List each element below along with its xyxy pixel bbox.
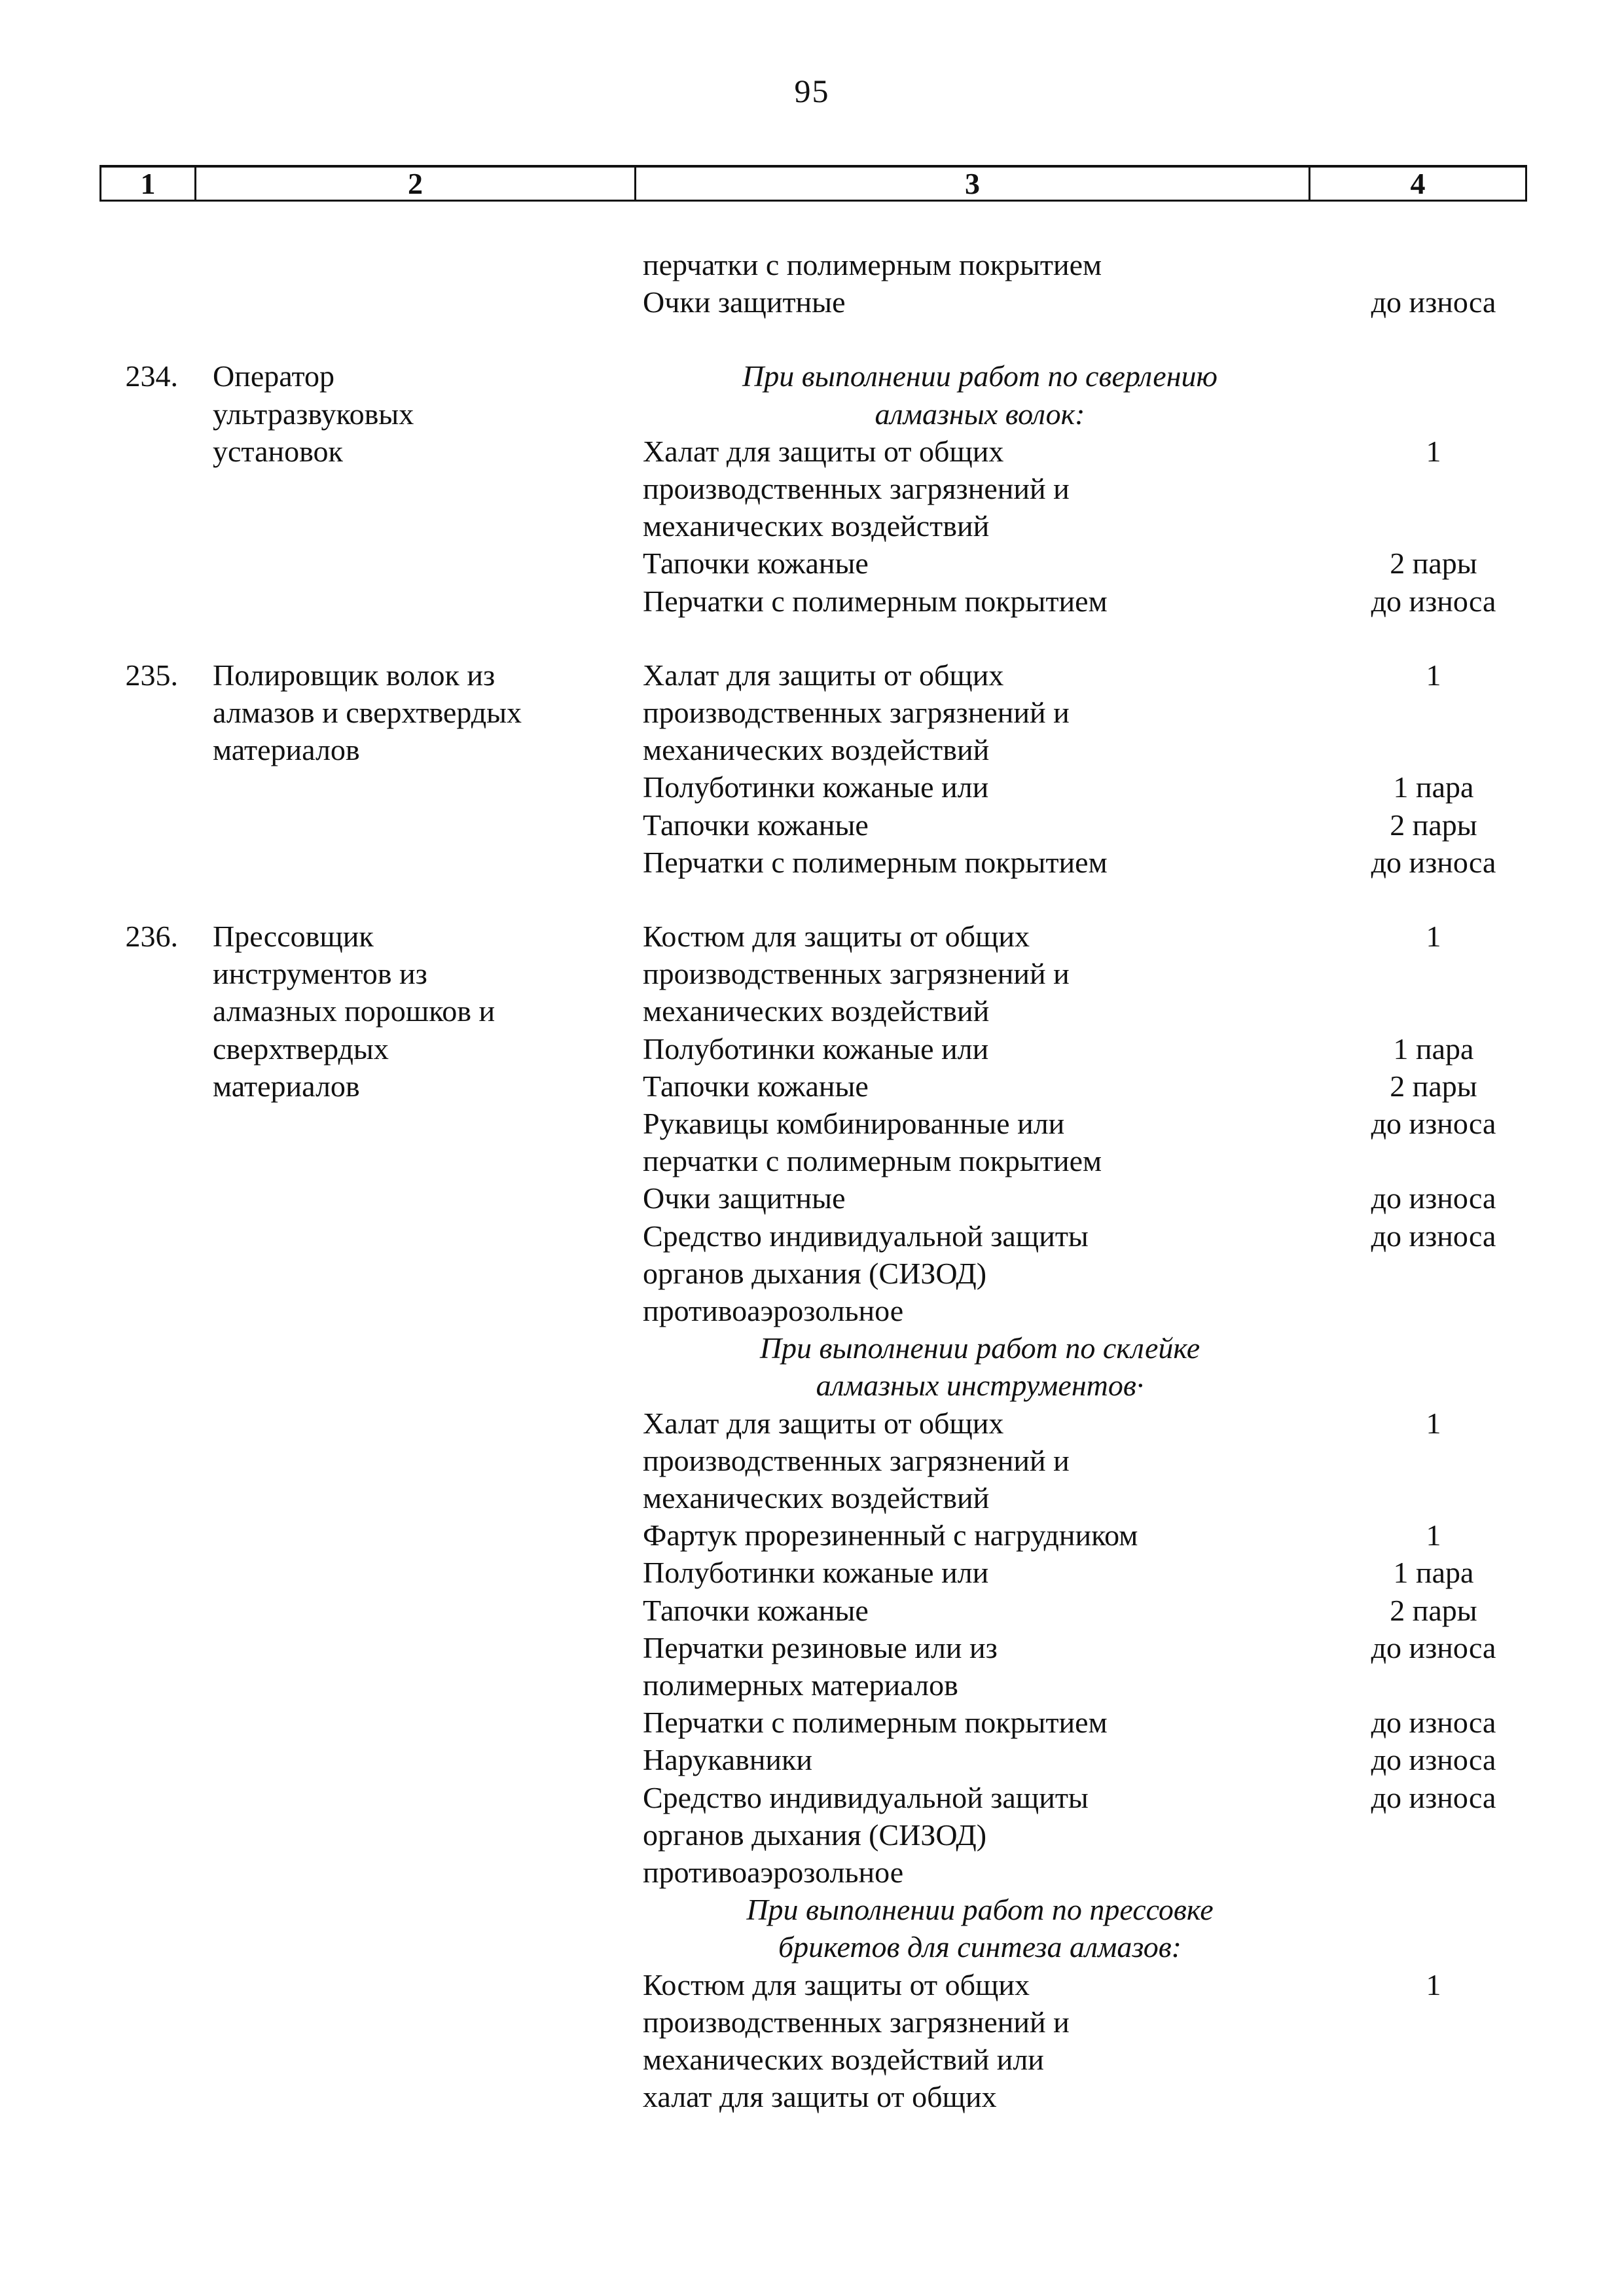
item-text: Рукавицы комбинированные или bbox=[643, 1107, 1065, 1140]
quantity: до износа bbox=[1371, 1780, 1496, 1814]
item-text: органов дыхания (СИЗОД) bbox=[643, 1256, 987, 1290]
occupation-name: Оператор bbox=[213, 359, 334, 393]
item-text: полимерных материалов bbox=[643, 1668, 958, 1702]
quantity: до износа bbox=[1371, 845, 1496, 879]
item-text: производственных загрязнений и bbox=[643, 2005, 1070, 2039]
occupation-name: материалов bbox=[213, 733, 360, 767]
column-header-row bbox=[99, 165, 1527, 202]
quantity: 1 bbox=[1426, 434, 1441, 468]
occupation-name: инструментов из bbox=[213, 957, 427, 991]
item-text: Полуботинки кожаные или bbox=[643, 1556, 989, 1590]
item-text: Перчатки с полимерным покрытием bbox=[643, 1706, 1108, 1740]
item-text: Тапочки кожаные bbox=[643, 808, 869, 842]
section-heading: При выполнении работ по прессовке bbox=[746, 1893, 1214, 1927]
item-text: Полуботинки кожаные или bbox=[643, 770, 989, 804]
occupation-name: сверхтвердых bbox=[213, 1031, 389, 1066]
item-text: механических воздействий bbox=[643, 509, 990, 543]
item-text: Костюм для защиты от общих bbox=[643, 1967, 1030, 2001]
column-header-1: 1 bbox=[101, 168, 196, 200]
quantity: 1 bbox=[1426, 1967, 1441, 2001]
item-text: Полуботинки кожаные или bbox=[643, 1031, 989, 1066]
page-number: 95 bbox=[794, 73, 830, 109]
occupation-name: материалов bbox=[213, 1069, 360, 1103]
item-text: механических воздействий или bbox=[643, 2043, 1044, 2076]
quantity: 1 bbox=[1426, 920, 1441, 953]
item-text: Очки защитные bbox=[643, 285, 846, 319]
occupation-name: Прессовщик bbox=[213, 920, 374, 953]
item-text: механических воздействий bbox=[643, 994, 990, 1028]
column-header-2: 2 bbox=[196, 168, 636, 200]
occupation-name: алмазов и сверхтвердых bbox=[213, 696, 522, 729]
quantity: 1 bbox=[1426, 1518, 1441, 1552]
quantity: до износа bbox=[1371, 1107, 1496, 1140]
quantity: до износа bbox=[1371, 1706, 1496, 1740]
occupation-name: установок bbox=[213, 434, 343, 468]
section-heading: При выполнении работ по сверлению bbox=[742, 359, 1218, 393]
item-text: производственных загрязнений и bbox=[643, 1443, 1070, 1477]
item-text: противоаэрозольное bbox=[643, 1294, 904, 1327]
section-heading: алмазных волок: bbox=[875, 397, 1085, 431]
quantity: 1 bbox=[1426, 658, 1441, 692]
item-text: производственных загрязнений и bbox=[643, 957, 1070, 991]
item-text: Перчатки с полимерным покрытием bbox=[643, 584, 1108, 618]
entry-number: 235. bbox=[125, 658, 178, 692]
item-text: Нарукавники bbox=[643, 1743, 813, 1777]
item-text: Халат для защиты от общих bbox=[643, 434, 1004, 468]
column-header-3: 3 bbox=[636, 168, 1310, 200]
column-header-4: 4 bbox=[1410, 167, 1426, 200]
quantity: до износа bbox=[1371, 1743, 1496, 1777]
quantity: 1 пара bbox=[1393, 1556, 1474, 1590]
quantity: до износа bbox=[1371, 285, 1496, 319]
quantity: до износа bbox=[1371, 1630, 1496, 1664]
quantity: 1 bbox=[1426, 1406, 1441, 1440]
item-text: перчатки с полимерным покрытием bbox=[643, 1144, 1102, 1178]
item-text: производственных загрязнений и bbox=[643, 472, 1070, 505]
occupation-name: Полировщик волок из bbox=[213, 658, 496, 692]
item-text: Тапочки кожаные bbox=[643, 547, 869, 581]
section-heading: алмазных инструментов· bbox=[816, 1369, 1144, 1403]
item-text: Перчатки с полимерным покрытием bbox=[643, 845, 1108, 879]
item-text: Халат для защиты от общих bbox=[643, 1406, 1004, 1440]
item-text: Халат для защиты от общих bbox=[643, 658, 1004, 692]
item-text: Перчатки резиновые или из bbox=[643, 1630, 998, 1664]
occupation-name: ультразвуковых bbox=[213, 397, 414, 431]
item-text: перчатки с полимерным покрытием bbox=[643, 248, 1102, 281]
item-text: органов дыхания (СИЗОД) bbox=[643, 1818, 987, 1852]
item-text: противоаэрозольное bbox=[643, 1856, 904, 1889]
quantity: 1 пара bbox=[1393, 770, 1474, 804]
quantity: 2 пары bbox=[1390, 1069, 1477, 1103]
item-text: Очки защитные bbox=[643, 1181, 846, 1215]
entry-number: 234. bbox=[125, 359, 178, 393]
item-text: халат для защиты от общих bbox=[643, 2080, 997, 2114]
item-text: Средство индивидуальной защиты bbox=[643, 1219, 1089, 1253]
item-text: механических воздействий bbox=[643, 733, 990, 767]
item-text: Тапочки кожаные bbox=[643, 1069, 869, 1103]
item-text: Тапочки кожаные bbox=[643, 1593, 869, 1627]
item-text: Костюм для защиты от общих bbox=[643, 920, 1030, 953]
section-heading: брикетов для синтеза алмазов: bbox=[778, 1930, 1182, 1964]
quantity: 1 пара bbox=[1393, 1031, 1474, 1066]
occupation-name: алмазных порошков и bbox=[213, 994, 496, 1028]
section-heading: При выполнении работ по склейке bbox=[759, 1331, 1200, 1365]
quantity: до износа bbox=[1371, 584, 1496, 618]
quantity: 2 пары bbox=[1390, 547, 1477, 581]
quantity: 2 пары bbox=[1390, 1593, 1477, 1627]
quantity: 2 пары bbox=[1390, 808, 1477, 842]
quantity: до износа bbox=[1371, 1181, 1496, 1215]
item-text: механических воздействий bbox=[643, 1481, 990, 1515]
quantity: до износа bbox=[1371, 1219, 1496, 1253]
item-text: Средство индивидуальной защиты bbox=[643, 1780, 1089, 1814]
item-text: Фартук прорезиненный с нагрудником bbox=[643, 1518, 1138, 1552]
entry-number: 236. bbox=[125, 920, 178, 953]
item-text: производственных загрязнений и bbox=[643, 696, 1070, 729]
